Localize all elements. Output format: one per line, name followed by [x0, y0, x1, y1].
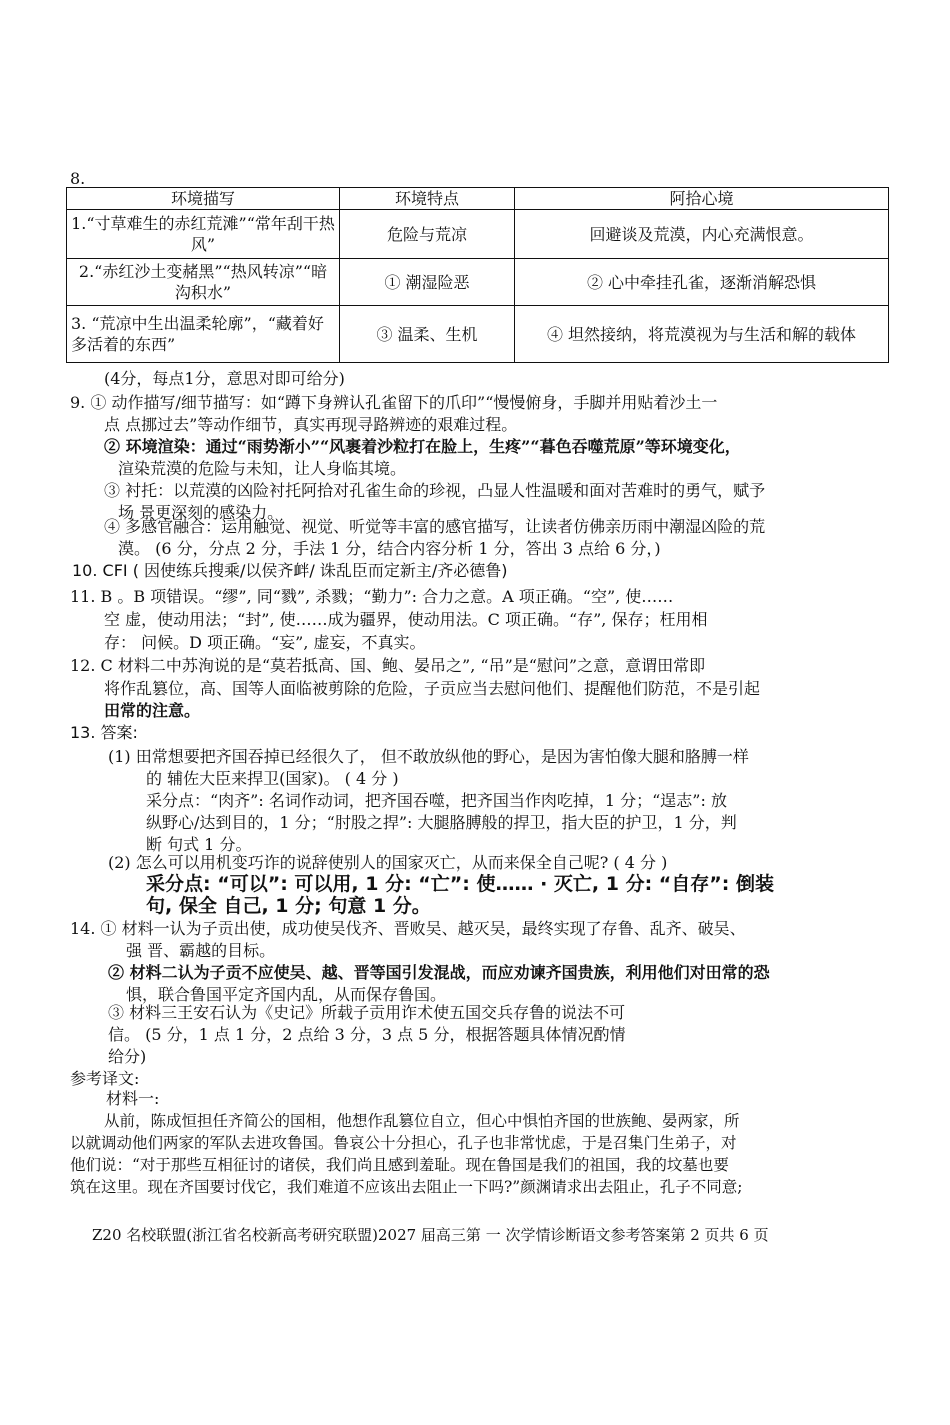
- translation-line: 以就调动他们两家的军队去进攻鲁国。鲁哀公十分担心，孔子也非常忧虑，于是召集门生弟子，对: [70, 1134, 737, 1152]
- q13-line: 的 辅佐大臣来捍卫(国家)。 ( 4 分 ): [146, 769, 399, 788]
- table-cell: ③ 温柔、生机: [340, 306, 515, 363]
- q9-line: 9. ① 动作描写/细节描写：如“蹲下身辨认孔雀留下的爪印”“慢慢俯身，手脚并用贴着沙土一: [70, 393, 718, 412]
- q13-heading: 13. 答案:: [70, 723, 138, 742]
- translation-heading: 参考译文:: [70, 1069, 140, 1088]
- q13-line: 断 句式 1 分。: [146, 835, 252, 854]
- table-cell: 2.“赤红沙土变赭黑”“热风转凉”“暗沟积水”: [67, 259, 340, 306]
- page-footer: Z20 名校联盟(浙江省名校新高考研究联盟)2027 届高三第 一 次学情诊断语文参考答案第 2 页共 6 页: [92, 1226, 769, 1244]
- q9-line: 漠。 (6 分，分点 2 分，手法 1 分，结合内容分析 1 分，答出 3 点给 6 分，): [118, 539, 661, 558]
- table-header-row: [67, 188, 889, 210]
- q11-line: 存： 问候。D 项正确。“妄”, 虚妄，不真实。: [104, 633, 426, 652]
- column-header: 阿拾心境: [515, 188, 889, 210]
- table-cell: ② 心中牵挂孔雀，逐渐消解恐惧: [515, 259, 889, 306]
- q12-line: 将作乱篡位，高、国等人面临被剪除的危险，子贡应当去慰问他们、提醒他们防范，不是引起: [104, 679, 761, 698]
- q13-line: 采分点: “可以”: 可以用, 1 分: “亡”: 使…… · 灭亡, 1 分: “自存”: 倒装: [146, 873, 774, 895]
- q13-line: 纵野心/达到目的，1 分；“肘股之捍”: 大腿胳膊般的捍卫，指大臣的护卫，1 分，判: [146, 813, 737, 832]
- q8-scoring-note: (4分，每点1分，意思对即可给分): [104, 369, 345, 388]
- q9-line: ③ 衬托：以荒漠的凶险衬托阿拾对孔雀生命的珍视，凸显人性温暖和面对苦难时的勇气，赋予: [104, 481, 766, 500]
- q14-line: ③ 材料三王安石认为《史记》所载子贡用诈术使五国交兵存鲁的说法不可: [108, 1003, 626, 1022]
- translation-line: 他们说：“对于那些互相征讨的诸侯，我们尚且感到羞耻。现在鲁国是我们的祖国，我的坟墓也要: [70, 1156, 729, 1174]
- table-cell: 危险与荒凉: [340, 210, 515, 259]
- q13-line: 采分点：“肉齐”: 名词作动词，把齐国吞噬，把齐国当作肉吃掉，1 分；“逞志”: 放: [146, 791, 727, 810]
- q12-line: 12. C 材料二中苏洵说的是“莫若抵高、国、鲍、晏吊之”, “吊”是“慰问”之意，意谓田常即: [70, 656, 706, 675]
- table-cell: 回避谈及荒漠，内心充满恨意。: [515, 210, 889, 259]
- q12-line: 田常的注意。: [104, 701, 201, 720]
- q13-line: 句, 保全 自己, 1 分; 句意 1 分。: [146, 895, 431, 917]
- q9-line: 场 景更深刻的感染力。: [118, 503, 284, 522]
- q9-line: 渲染荒漠的危险与未知，让人身临其境。: [118, 459, 407, 478]
- translation-line: 从前，陈成恒担任齐简公的国相，他想作乱篡位自立，但心中惧怕齐国的世族鲍、晏两家，所: [104, 1112, 740, 1130]
- q14-line: ② 材料二认为子贡不应使吴、越、晋等国引发混战，而应劝谏齐国贵族，利用他们对田常的恐: [108, 963, 770, 982]
- q9-line: 点 点挪过去”等动作细节，真实再现寻路辨迹的艰难过程。: [104, 415, 518, 434]
- q9-line: ② 环境渲染：通过“雨势渐小”“风裹着沙粒打在脸上，生疼”“暮色吞噬荒原”等环境变化，: [104, 437, 741, 456]
- table-cell: 3. “荒凉中生出温柔轮廓”，“藏着好多活着的东西”: [67, 306, 340, 363]
- table-cell: 1.“寸草难生的赤红荒滩”“常年刮干热风”: [67, 210, 340, 259]
- column-header: 环境特点: [340, 188, 515, 210]
- q10-answer: 10. CFI ( 因使练兵搜乘/以侯齐衅/ 诛乱臣而定新主/齐必德鲁): [72, 561, 508, 580]
- q14-line: 强 晋、霸越的目标。: [126, 941, 276, 960]
- table-cell: ④ 坦然接纳，将荒漠视为与生活和解的载体: [515, 306, 889, 363]
- q14-line: 给分): [108, 1047, 147, 1066]
- table-cell: ① 潮湿险恶: [340, 259, 515, 306]
- table-row: [67, 259, 889, 306]
- q14-line: 惧，联合鲁国平定齐国内乱，从而保存鲁国。: [126, 985, 447, 1004]
- table-row: [67, 210, 889, 259]
- q13-line: (2) 怎么可以用机变巧诈的说辞使别人的国家灭亡，从而来保全自己呢? ( 4 分 ): [108, 853, 668, 872]
- question-8-number: 8.: [70, 169, 86, 188]
- translation-line: 筑在这里。现在齐国要讨伐它，我们难道不应该出去阻止一下吗?”颜渊请求出去阻止，孔子不同意;: [70, 1178, 743, 1196]
- q9-line: ④ 多感官融合：运用触觉、视觉、听觉等丰富的感官描写，让读者仿佛亲历雨中潮湿凶险的荒: [104, 517, 766, 536]
- column-header: 环境描写: [67, 188, 340, 210]
- translation-subheading: 材料一:: [106, 1089, 160, 1108]
- q14-line: 信。 (5 分，1 点 1 分，2 点给 3 分，3 点 5 分，根据答题具体情况酌情: [108, 1025, 626, 1044]
- environment-table: [66, 187, 889, 363]
- q14-line: 14. ① 材料一认为子贡出使，成功使吴伐齐、晋败吴、越灭吴，最终实现了存鲁、乱齐、破吴、: [70, 919, 746, 938]
- table-row: [67, 306, 889, 363]
- q11-line: 11. B 。B 项错误。“缪”, 同“戮”, 杀戮；“勤力”: 合力之意。A 项正确。“空”, 使……: [70, 587, 674, 606]
- q11-line: 空 虚，使动用法；“封”, 使……成为疆界，使动用法。C 项正确。“存”, 保存；枉用相: [104, 610, 708, 629]
- q13-line: (1) 田常想要把齐国吞掉已经很久了， 但不敢放纵他的野心，是因为害怕像大腿和胳膊一样: [108, 747, 749, 766]
